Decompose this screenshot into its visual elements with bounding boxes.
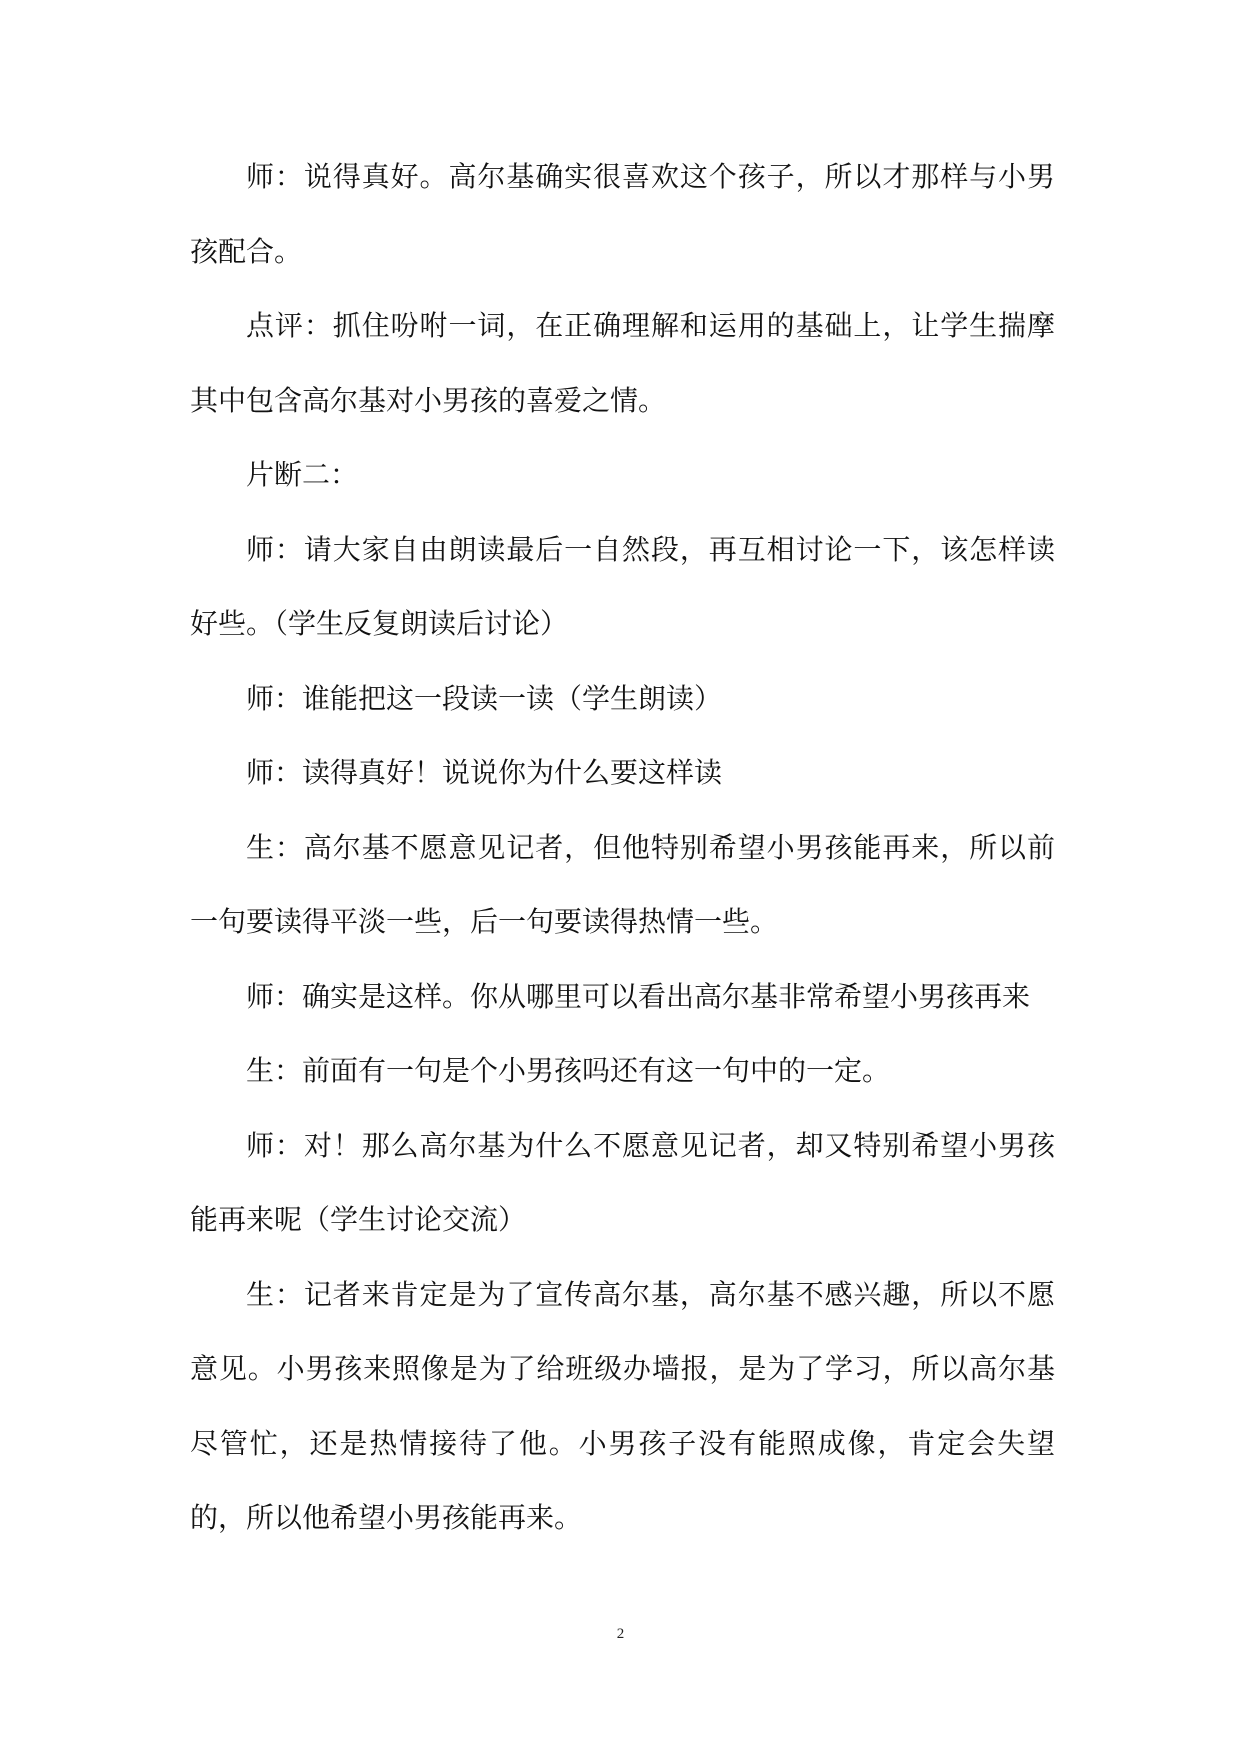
section-heading: 片断二： <box>246 458 359 491</box>
paragraph: 点评：抓住吩咐一词，在正确理解和运用的基础上，让学生揣摩其中包含高尔基对小男孩的喜爱之情。 <box>190 309 1055 417</box>
paragraph: 师：读得真好！说说你为什么要这样读 <box>246 756 723 789</box>
paragraph: 生：前面有一句是个小男孩吗还有这一句中的一定。 <box>246 1054 891 1087</box>
page-number: 2 <box>616 1626 625 1642</box>
paragraph: 生：记者来肯定是为了宣传高尔基，高尔基不感兴趣，所以不愿意见。小男孩来照像是为了给班级办墙报，是为了学习，所以高尔基尽管忙，还是热情接待了他。小男孩子没有能照成像，肯定会失望的，所以他希望小男孩能再来。 <box>190 1277 1055 1534</box>
body-text <box>190 140 1055 1556</box>
paragraph: 生：高尔基不愿意见记者，但他特别希望小男孩能再来，所以前一句要读得平淡一些，后一句要读得热情一些。 <box>190 830 1055 938</box>
paragraph: 师：对！那么高尔基为什么不愿意见记者，却又特别希望小男孩能再来呢（学生讨论交流） <box>190 1128 1055 1236</box>
paragraph: 师：谁能把这一段读一读（学生朗读） <box>246 681 723 715</box>
paragraph: 师：确实是这样。你从哪里可以看出高尔基非常希望小男孩再来 <box>246 979 1031 1013</box>
paragraph: 师：说得真好。高尔基确实很喜欢这个孩子，所以才那样与小男孩配合。 <box>190 160 1055 268</box>
paragraph: 师：请大家自由朗读最后一自然段，再互相讨论一下，该怎样读好些。（学生反复朗读后讨论） <box>190 532 1055 640</box>
